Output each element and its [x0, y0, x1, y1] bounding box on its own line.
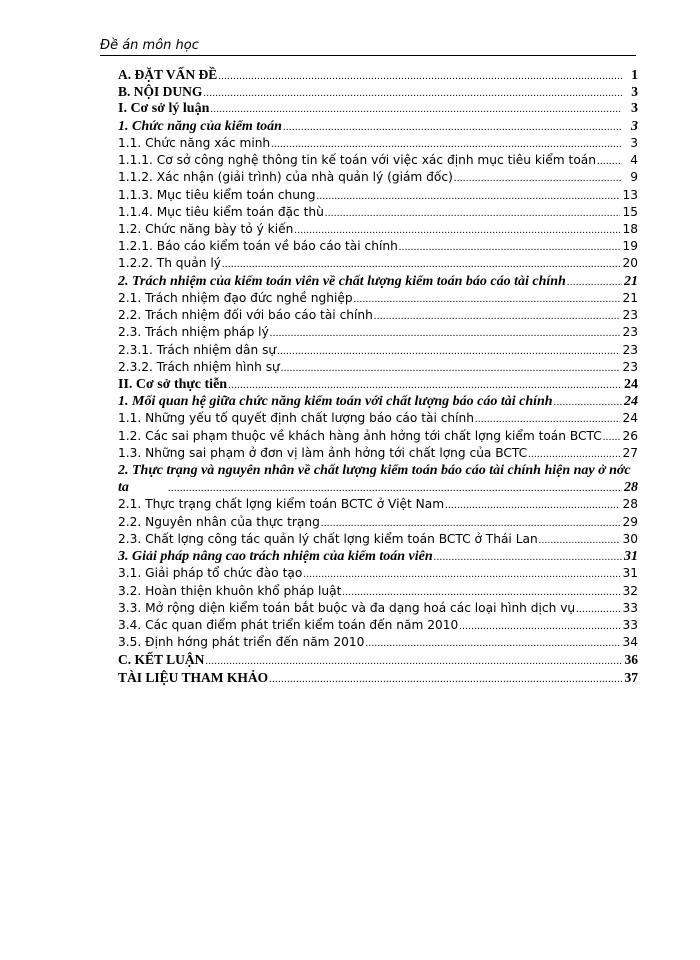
toc-entry-page: 20 — [622, 256, 638, 271]
toc-entry-page: 13 — [622, 187, 638, 202]
toc-leader-dots — [270, 325, 621, 341]
toc-entry[interactable] — [118, 135, 638, 152]
toc-entry-title: 2. Thực trạng và nguyên nhân về chất lượng kiểm toán báo cáo tài chính hiện nay ở nớc ta — [118, 463, 631, 496]
toc-leader-dots — [445, 497, 620, 513]
toc-entry-page: 33 — [622, 600, 638, 615]
toc-leader-dots — [222, 256, 621, 272]
toc-leader-dots — [203, 85, 622, 100]
toc-entry-page: 32 — [622, 583, 638, 598]
toc-entry-page: 15 — [622, 204, 638, 219]
toc-entry-title: 3.4. Các quan điểm phát triển kiểm toán đến năm 2010 — [118, 617, 459, 632]
toc-entry[interactable] — [118, 187, 638, 204]
toc-entry-page: 4 — [630, 153, 638, 168]
toc-leader-dots — [228, 377, 622, 393]
toc-entry-title: 1.1.2. Xác nhận (giải trình) của nhà quản lý (giám đốc) — [118, 170, 453, 185]
table-of-contents — [118, 66, 638, 686]
toc-entry[interactable] — [118, 410, 638, 427]
toc-leader-dots — [454, 170, 622, 186]
toc-leader-dots — [354, 291, 621, 307]
toc-entry-page: 3 — [630, 135, 638, 150]
toc-entry-page: 31 — [624, 549, 638, 565]
toc-entry-title: 2. Trách nhiệm của kiểm toán viên về chất lượng kiểm toán báo cáo tài chính — [118, 273, 566, 289]
toc-entry-title: II. Cơ sở thực tiễn — [118, 376, 228, 392]
toc-entry-title: 1.1. Chức năng xác minh — [118, 135, 271, 150]
toc-leader-dots — [342, 584, 620, 600]
toc-entry[interactable] — [118, 152, 638, 169]
toc-entry-page: 27 — [622, 445, 638, 460]
toc-entry[interactable] — [118, 221, 638, 238]
toc-entry[interactable] — [118, 238, 638, 255]
toc-leader-dots — [597, 153, 622, 169]
toc-leader-dots — [210, 101, 622, 117]
toc-entry[interactable] — [118, 583, 638, 600]
toc-entry-title: 2.2. Nguyên nhân của thực trạng — [118, 514, 320, 529]
toc-entry-page: 23 — [622, 325, 638, 340]
toc-leader-dots — [168, 480, 622, 496]
toc-entry[interactable] — [118, 169, 638, 186]
toc-entry-page: 33 — [622, 617, 638, 632]
toc-entry-page: 29 — [622, 514, 638, 529]
toc-entry-page: 24 — [622, 411, 638, 426]
toc-entry-title: I. Cơ sở lý luận — [118, 101, 210, 117]
toc-leader-dots — [283, 119, 622, 135]
toc-entry[interactable] — [118, 445, 638, 462]
toc-entry[interactable] — [118, 565, 638, 582]
toc-entry[interactable] — [118, 462, 638, 496]
toc-entry-title: B. NỘI DUNG — [118, 84, 203, 100]
toc-entry-page: 30 — [622, 531, 638, 546]
toc-entry[interactable] — [118, 273, 638, 290]
toc-entry-title: 3. Giải pháp nâng cao trách nhiệm của kiểm toán viên — [118, 549, 433, 565]
toc-leader-dots — [475, 411, 621, 427]
toc-leader-dots — [539, 532, 621, 548]
toc-entry[interactable] — [118, 118, 638, 135]
toc-entry-title: TÀI LIỆU THAM KHẢO — [118, 669, 269, 685]
toc-entry-page: 3 — [631, 101, 638, 117]
toc-leader-dots — [316, 188, 620, 204]
toc-entry-title: 3.3. Mở rộng diện kiểm toán bắt buộc và đa dạng hoá các loại hình dịch vụ — [118, 600, 576, 615]
toc-entry-page: 31 — [622, 566, 638, 581]
toc-entry[interactable] — [118, 255, 638, 272]
toc-leader-dots — [321, 515, 621, 531]
toc-entry-page: 21 — [624, 273, 638, 289]
toc-entry[interactable] — [118, 66, 638, 83]
toc-entry-page: 34 — [622, 635, 638, 650]
toc-leader-dots — [434, 549, 622, 565]
toc-entry-title: 3.1. Giải pháp tổ chức đào tạo — [118, 566, 303, 581]
toc-entry-title: 2.2. Trách nhiệm đối với báo cáo tài chính — [118, 308, 373, 323]
toc-entry-page: 24 — [624, 394, 638, 410]
toc-entry-page: 3 — [631, 84, 638, 100]
toc-entry-page: 26 — [622, 428, 638, 443]
toc-leader-dots — [277, 343, 620, 359]
toc-entry[interactable] — [118, 651, 638, 668]
toc-leader-dots — [365, 635, 620, 651]
toc-entry-page: 36 — [624, 652, 638, 668]
toc-entry-page: 23 — [622, 308, 638, 323]
toc-leader-dots — [218, 68, 622, 83]
toc-entry[interactable] — [118, 307, 638, 324]
toc-entry-title: 1.1.3. Mục tiêu kiểm toán chung — [118, 187, 316, 202]
toc-entry-title: 1.1.4. Mục tiêu kiểm toán đặc thù — [118, 204, 324, 219]
toc-entry-page: 24 — [624, 376, 638, 392]
toc-leader-dots — [294, 222, 620, 238]
toc-entry[interactable] — [118, 204, 638, 221]
toc-entry[interactable] — [118, 617, 638, 634]
toc-entry[interactable] — [118, 290, 638, 307]
toc-entry[interactable] — [118, 376, 638, 393]
toc-leader-dots — [325, 205, 621, 221]
toc-entry[interactable] — [118, 514, 638, 531]
toc-entry-page: 37 — [624, 669, 638, 685]
toc-entry-title: 1. Mối quan hệ giữa chức năng kiểm toán với chất lượng báo cáo tài chính — [118, 394, 553, 410]
toc-entry-title: 3.2. Hoàn thiện khuôn khổ pháp luật — [118, 583, 342, 598]
toc-entry[interactable] — [118, 428, 638, 445]
toc-entry-title: 1.3. Những sai phạm ở đơn vị làm ảnh hởng tới chất lợng của BCTC — [118, 445, 528, 460]
toc-entry-title: A. ĐẶT VẤN ĐỀ — [118, 67, 218, 82]
toc-entry[interactable] — [118, 531, 638, 548]
toc-entry-title: 2.1. Thực trạng chất lợng kiểm toán BCTC ở Việt Nam — [118, 497, 445, 512]
toc-entry-title: 2.3. Trách nhiệm pháp lý — [118, 325, 269, 340]
toc-entry-title: 2.1. Trách nhiệm đạo đức nghề nghiệp — [118, 290, 353, 305]
toc-entry-page: 28 — [624, 480, 638, 496]
toc-leader-dots — [567, 274, 622, 290]
toc-entry-title: 2.3. Chất lợng công tác quản lý chất lợng kiểm toán BCTC ở Thái Lan — [118, 531, 538, 546]
toc-leader-dots — [528, 446, 620, 462]
toc-entry-title: 2.3.1. Trách nhiệm dân sự — [118, 342, 277, 357]
toc-entry-title: 1.2.1. Báo cáo kiểm toán về báo cáo tài chính — [118, 239, 398, 254]
toc-entry[interactable] — [118, 83, 638, 100]
toc-entry[interactable] — [118, 342, 638, 359]
toc-entry[interactable] — [118, 324, 638, 341]
toc-entry-page: 9 — [630, 170, 638, 185]
toc-entry-page: 28 — [622, 497, 638, 512]
toc-leader-dots — [459, 618, 620, 634]
toc-entry-title: 3.5. Định hớng phát triển đến năm 2010 — [118, 635, 365, 650]
toc-entry-title: 2.3.2. Trách nhiệm hình sự — [118, 359, 280, 374]
toc-leader-dots — [399, 239, 621, 255]
toc-entry-page: 21 — [622, 290, 638, 305]
toc-entry-page: 3 — [631, 118, 638, 134]
toc-entry-page: 23 — [622, 359, 638, 374]
toc-entry[interactable] — [118, 669, 638, 686]
toc-entry-title: C. KẾT LUẬN — [118, 652, 205, 668]
toc-entry[interactable] — [118, 100, 638, 117]
toc-entry-page: 19 — [622, 239, 638, 254]
toc-entry[interactable] — [118, 600, 638, 617]
toc-leader-dots — [374, 308, 621, 324]
toc-leader-dots — [603, 429, 621, 445]
toc-entry-title: 1.2. Chức năng bày tỏ ý kiến — [118, 221, 294, 236]
toc-entry[interactable] — [118, 359, 638, 376]
toc-entry-page: 1 — [631, 67, 638, 82]
toc-leader-dots — [205, 653, 622, 668]
toc-entry-title: 1. Chức năng của kiểm toán — [118, 118, 282, 134]
toc-leader-dots — [281, 360, 621, 376]
toc-entry-page: 23 — [622, 342, 638, 357]
toc-entry-title: 1.1. Những yếu tố quyết định chất lượng báo cáo tài chính — [118, 411, 474, 426]
toc-leader-dots — [271, 136, 622, 152]
toc-leader-dots — [554, 394, 622, 410]
toc-leader-dots — [269, 671, 622, 686]
toc-entry[interactable] — [118, 496, 638, 513]
toc-leader-dots — [303, 566, 620, 582]
toc-entry[interactable] — [118, 393, 638, 410]
toc-entry[interactable] — [118, 634, 638, 651]
toc-entry[interactable] — [118, 548, 638, 565]
toc-leader-dots — [576, 601, 620, 617]
toc-entry-title: 1.2.2. Th quản lý — [118, 256, 221, 271]
toc-entry-title: 1.2. Các sai phạm thuộc về khách hàng ảnh hởng tới chất lợng kiểm toán BCTC — [118, 428, 602, 443]
page-header: Đề án môn học — [100, 38, 636, 56]
toc-entry-title: 1.1.1. Cơ sở công nghệ thông tin kế toán với việc xác định mục tiêu kiểm toán — [118, 153, 596, 168]
toc-entry-page: 18 — [622, 221, 638, 236]
